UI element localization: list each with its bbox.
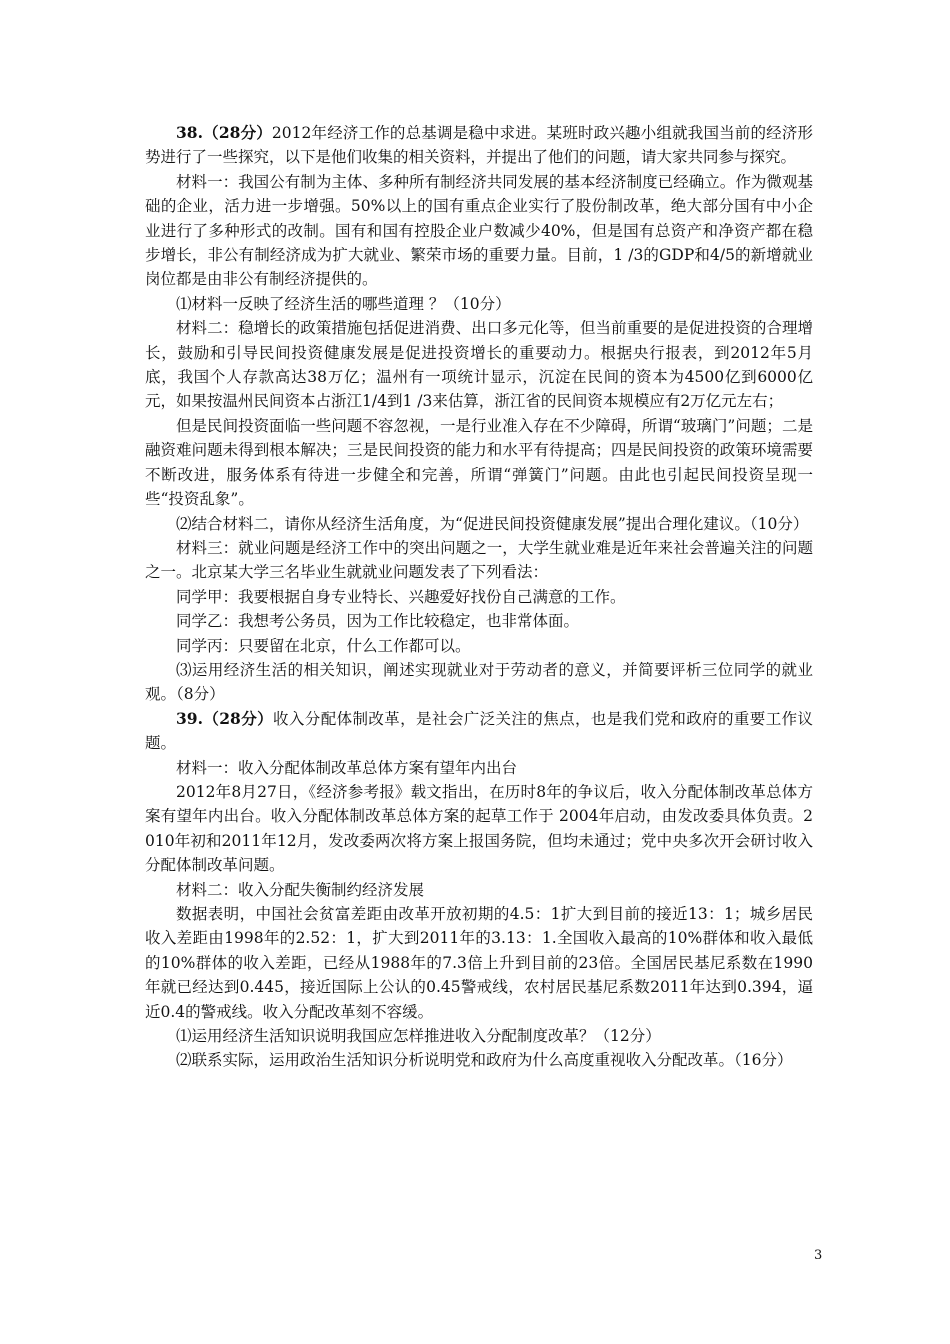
q38-material-1: 材料一：我国公有制为主体、多种所有制经济共同发展的基本经济制度已经确立。作为微观基础的企业，活力进一步增强。50%以上的国有重点企业实行了股份制改革，绝大部分国有中小企业进行了多种形式的改制。国有和国有控股企业户数减少40%，但是国有总资产和净资产都在稳步增长，非公有制经济成为扩大就业、繁荣市场的重要力量。目前，1 /3的GDP和4/5的新增就业岗位都是由非公有制经济提供的。 (145, 172, 813, 289)
question-39-intro (145, 707, 813, 756)
q39-material-2-title: 材料二：收入分配失衡制约经济发展 (176, 880, 425, 899)
q38-material-3: 材料三：就业问题是经济工作中的突出问题之一，大学生就业难是近年来社会普遍关注的问题之一。北京某大学三名毕业生就就业问题发表了下列看法： (145, 538, 813, 582)
question-38-intro-text: 2012年经济工作的总基调是稳中求进。某班时政兴趣小组就我国当前的经济形势进行了一些探究，以下是他们收集的相关资料，并提出了他们的问题，请大家共同参与探究。 (145, 124, 813, 167)
q38-material-2-part-2: 但是民间投资面临一些问题不容忽视，一是行业准入存在不少障碍，所谓“玻璃门”问题；二是融资难问题未得到根本解决；三是民间投资的能力和水平有待提高；四是民间投资的政策环境需要不断改进，服务体系有待进一步健全和完善，所谓“弹簧门”问题。由此也引起民间投资呈现一些“投资乱象”。 (145, 416, 813, 509)
q39-material-2: 数据表明，中国社会贫富差距由改革开放初期的4.5：1扩大到目前的接近13：1；城乡居民收入差距由1998年的2.52：1，扩大到2011年的3.13：1.全国收入最高的10%群体和收入最低的10%群体的收入差距，已经从1988年的7.3倍上升到目前的23倍。全国居民基尼系数在1990年就已经达到0.445，接近国际上公认的0.45警戒线，农村居民基尼系数2011年达到0.394，逼近0.4的警戒线。收入分配改革刻不容缓。 (145, 905, 813, 1021)
document-page (145, 121, 813, 1073)
q39-material-1-title: 材料一：收入分配体制改革总体方案有望年内出台 (176, 758, 518, 777)
question-39-intro-text: 收入分配体制改革，是社会广泛关注的焦点，也是我们党和政府的重要工作议题。 (145, 709, 813, 753)
question-38-intro (145, 121, 813, 170)
q38-student-b: 同学乙：我想考公务员，因为工作比较稳定，也非常体面。 (176, 612, 580, 631)
question-38-number: 38.（28分） (176, 123, 272, 142)
q39-sub-question-2: ⑵联系实际，运用政治生活知识分析说明党和政府为什么高度重视收入分配改革。（16分） (176, 1051, 793, 1070)
q38-student-c: 同学丙：只要留在北京，什么工作都可以。 (176, 636, 471, 655)
question-39-number: 39.（28分） (176, 708, 274, 728)
q39-material-1: 2012年8月27日，《经济参考报》载文指出，在历时8年的争议后，收入分配体制改革总体方案有望年内出台。收入分配体制改革总体方案的起草工作于 2004年启动，由发改委具体负责。2010年初和2011年12月，发改委两次将方案上报国务院，但均未通过；党中央多次开会研讨收入分配体制改革问题。 (145, 782, 813, 875)
q38-material-2-part-1: 材料二：稳增长的政策措施包括促进消费、出口多元化等，但当前重要的是促进投资的合理增长，鼓励和引导民间投资健康发展是促进投资增长的重要动力。根据央行报表，到2012年5月底，我国个人存款高达38万亿；温州有一项统计显示，沉淀在民间的资本为4500亿到6000亿元，如果按温州民间资本占浙江1/4到1 /3来估算，浙江省的民间资本规模应有2万亿元左右； (145, 319, 813, 411)
page-number: 3 (814, 1248, 823, 1263)
q38-student-a: 同学甲：我要根据自身专业特长、兴趣爱好找份自己满意的工作。 (176, 587, 626, 606)
q38-sub-question-1: ⑴材料一反映了经济生活的哪些道理 ？（10分） (176, 294, 511, 313)
q38-sub-question-3: ⑶运用经济生活的相关知识，阐述实现就业对于劳动者的意义，并简要评析三位同学的就业观。（8分） (145, 660, 813, 704)
q38-sub-question-2: ⑵结合材料二，请你从经济生活角度，为“促进民间投资健康发展”提出合理化建议。（10分） (176, 514, 809, 533)
q39-sub-question-1: ⑴运用经济生活知识说明我国应怎样推进收入分配制度改革？（12分） (176, 1027, 661, 1046)
